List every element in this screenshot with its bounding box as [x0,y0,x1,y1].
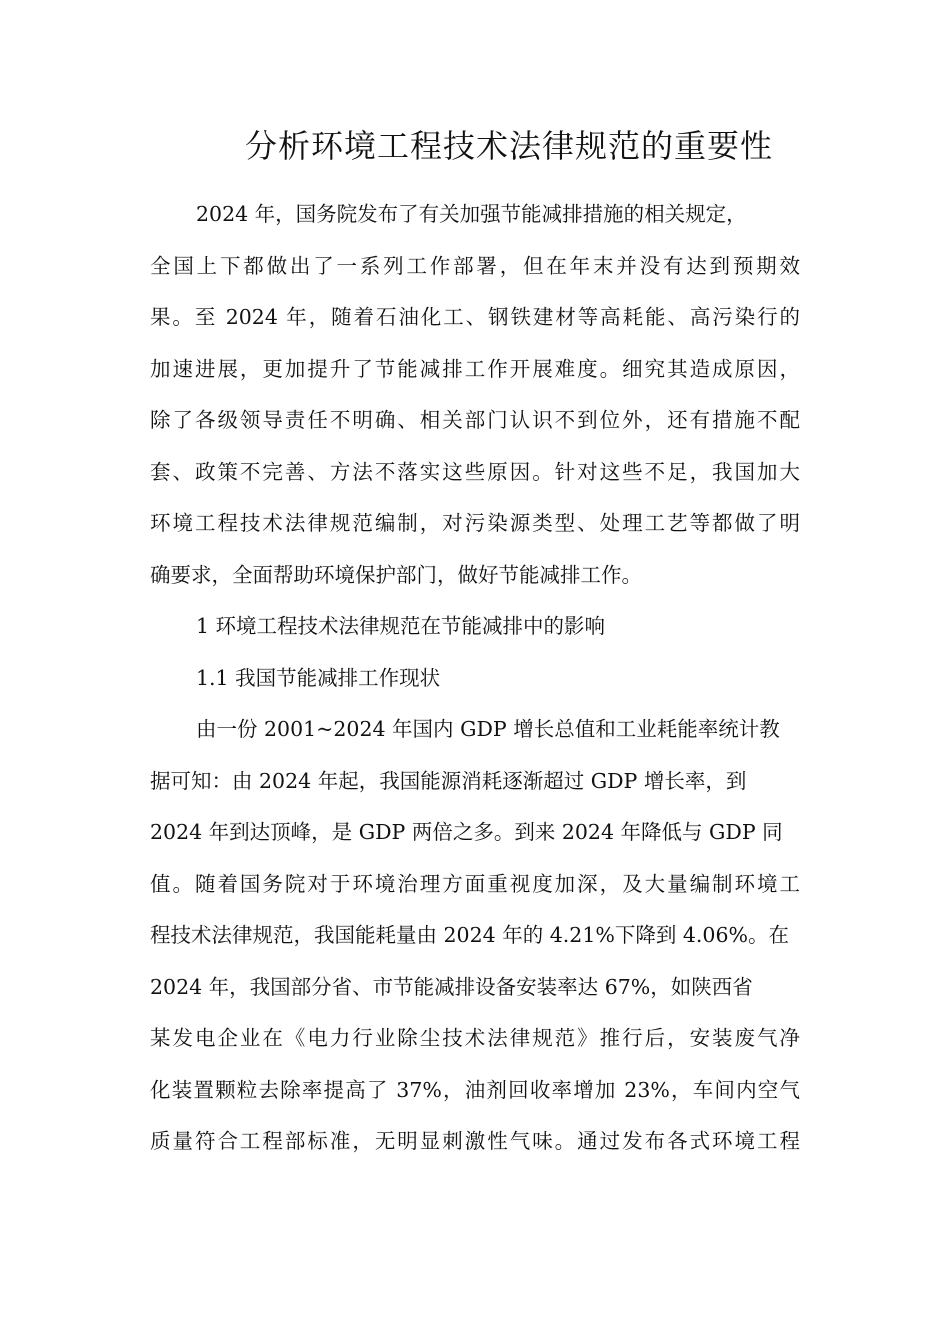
paragraph-2-line-8: 化装置颗粒去除率提高了 37%，油剂回收率增加 23%，车间内空气 [150,1078,800,1102]
paragraph-2-line-4: 值。随着国务院对于环境治理方面重视度加深，及大量编制环境工 [150,872,800,896]
paragraph-2-line-5: 程技术法律规范，我国能耗量由 2024 年的 4.21%下降到 4.06%。在 [150,923,789,947]
paragraph-1-line-2: 全国上下都做出了一系列工作部署，但在年末并没有达到预期效 [150,254,800,278]
paragraph-2-line-2: 据可知：由 2024 年起，我国能源消耗逐渐超过 GDP 增长率，到 [150,769,747,793]
paragraph-1-line-1: 2024 年，国务院发布了有关加强节能减排措施的相关规定， [196,202,747,226]
paragraph-1-line-3: 果。至 2024 年，随着石油化工、钢铁建材等高耗能、高污染行的 [150,305,800,329]
paragraph-1-line-8: 确要求，全面帮助环境保护部门，做好节能减排工作。 [150,563,642,587]
paragraph-1-line-7: 环境工程技术法律规范编制，对污染源类型、处理工艺等都做了明 [150,511,800,535]
paragraph-2-line-7: 某发电企业在《电力行业除尘技术法律规范》推行后，安装废气净 [150,1026,800,1050]
section-heading-1: 1 环境工程技术法律规范在节能减排中的影响 [196,614,606,638]
paragraph-1-line-6: 套、政策不完善、方法不落实这些原因。针对这些不足，我国加大 [150,460,800,484]
paragraph-1-line-5: 除了各级领导责任不明确、相关部门认识不到位外，还有措施不配 [150,408,800,432]
paragraph-1-line-4: 加速进展，更加提升了节能减排工作开展难度。细究其造成原因， [150,357,800,381]
paragraph-2-line-1: 由一份 2001~2024 年国内 GDP 增长总值和工业耗能率统计教 [196,717,780,741]
paragraph-2-line-6: 2024 年，我国部分省、市节能减排设备安装率达 67%，如陕西省 [150,975,753,999]
paragraph-2-line-3: 2024 年到达顶峰，是 GDP 两倍之多。到来 2024 年降低与 GDP 同 [150,820,783,844]
document-title: 分析环境工程技术法律规范的重要性 [244,127,773,165]
section-heading-1-1: 1.1 我国节能减排工作现状 [196,666,441,690]
paragraph-2-line-9: 质量符合工程部标准，无明显刺激性气味。通过发布各式环境工程 [150,1129,800,1153]
